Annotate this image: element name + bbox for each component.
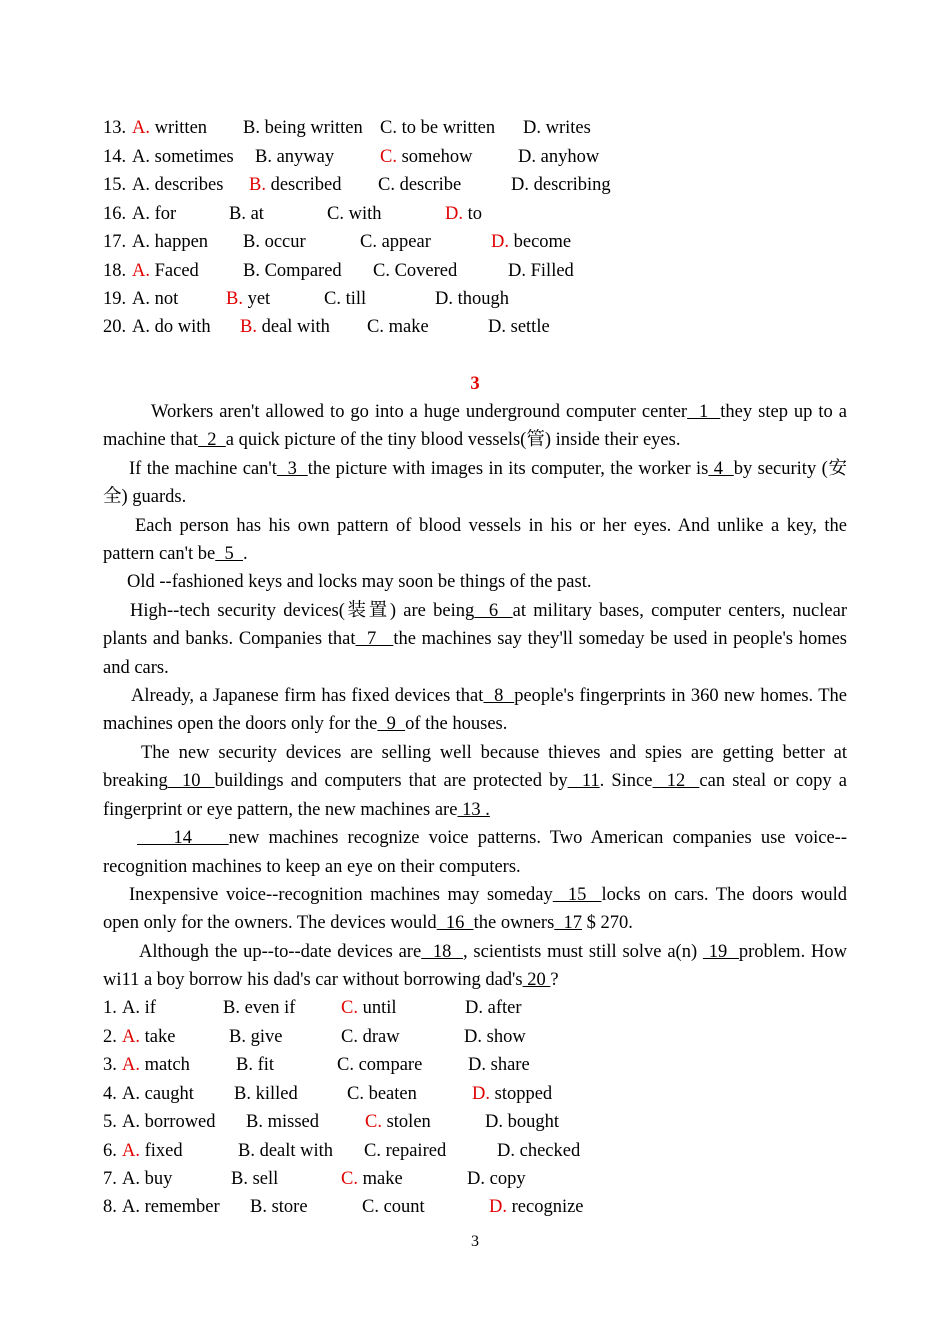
answer-option xyxy=(122,1023,175,1051)
option-letter: B. xyxy=(229,1027,246,1047)
option-text: take xyxy=(140,1027,176,1047)
option-text: to be written xyxy=(396,118,496,138)
option-letter: D. xyxy=(472,1084,490,1104)
passage-text: Although the up--to--date devices are xyxy=(139,941,422,962)
passage-paragraph-7 xyxy=(103,739,847,824)
answer-option xyxy=(468,1051,530,1079)
option-letter: D. xyxy=(489,1197,507,1217)
option-letter: D. xyxy=(497,1141,515,1161)
option-letter: C. xyxy=(367,317,384,337)
blank-2: 2 xyxy=(198,430,226,451)
answer-option xyxy=(243,114,363,142)
blank-15: 15 xyxy=(552,884,602,905)
option-letter: D. xyxy=(464,1027,482,1047)
blank-3: 3 xyxy=(276,458,308,479)
option-text: caught xyxy=(140,1084,194,1104)
option-letter: B. xyxy=(223,998,240,1018)
option-letter: B. xyxy=(240,317,257,337)
passage-text: . xyxy=(242,544,248,565)
option-letter: B. xyxy=(226,289,243,309)
answer-option xyxy=(132,114,207,142)
question-number: 14. xyxy=(103,147,127,167)
option-letter: D. xyxy=(491,232,509,252)
option-text: anyway xyxy=(271,147,335,167)
option-text: Faced xyxy=(150,261,199,281)
answer-option xyxy=(226,285,270,313)
answer-option xyxy=(122,1193,220,1221)
blank-12: 12 xyxy=(652,771,700,792)
blank-4: 4 xyxy=(708,458,734,479)
option-letter: C. xyxy=(373,261,390,281)
option-letter: A. xyxy=(132,147,150,167)
blank-10: 10 xyxy=(167,771,215,792)
blank-14: 14 xyxy=(137,828,229,849)
passage-text: Old --fashioned keys and locks may soon be things of the past. xyxy=(127,572,592,593)
option-letter: A. xyxy=(122,1141,140,1161)
passage-paragraph-5 xyxy=(103,597,847,682)
passage-paragraph-3 xyxy=(103,512,847,569)
option-text: not xyxy=(150,289,179,309)
answer-option xyxy=(337,1051,422,1079)
option-letter: C. xyxy=(378,175,395,195)
passage-text: people's fingerprints in 360 new homes. The machines open the doors only for the xyxy=(103,686,847,735)
answer-option xyxy=(341,1165,403,1193)
blank-13: 13 . xyxy=(457,799,490,820)
answer-option xyxy=(378,171,461,199)
answer-option xyxy=(234,1080,298,1108)
passage-text: at military bases, computer centers, nuclear plants and banks. Companies that xyxy=(103,600,847,650)
option-letter: D. xyxy=(468,1055,486,1075)
option-letter: D. xyxy=(508,261,526,281)
option-text: yet xyxy=(242,289,271,309)
option-letter: A. xyxy=(122,1084,140,1104)
option-text: match xyxy=(140,1055,190,1075)
passage-text: , scientists must still solve a(n) xyxy=(462,941,703,962)
option-text: beaten xyxy=(363,1084,417,1104)
option-text: sell xyxy=(247,1169,279,1189)
option-letter: D. xyxy=(518,147,536,167)
passage-text: a quick picture of the tiny blood vessels(管) inside their eyes. xyxy=(225,430,681,451)
answer-option xyxy=(132,200,176,228)
option-text: at xyxy=(245,204,264,224)
passage-paragraph-4 xyxy=(103,568,847,596)
passage-text: of the houses. xyxy=(405,714,508,735)
passage-paragraph-8 xyxy=(103,824,847,881)
answer-option xyxy=(250,1193,308,1221)
question-number: 17. xyxy=(103,232,127,252)
answer-option xyxy=(511,171,611,199)
section-title: 3 xyxy=(470,374,480,394)
option-letter: A. xyxy=(122,1027,140,1047)
option-text: happen xyxy=(150,232,209,252)
option-text: until xyxy=(357,998,397,1018)
option-text: being written xyxy=(259,118,363,138)
passage-text: can steal or copy a fingerprint or eye pattern, the new machines are xyxy=(103,771,848,820)
answer-option xyxy=(246,1108,319,1136)
option-text: borrowed xyxy=(140,1112,216,1132)
option-letter: B. xyxy=(243,118,260,138)
answer-option xyxy=(373,257,457,285)
option-text: dealt with xyxy=(254,1141,334,1161)
option-letter: A. xyxy=(122,1169,140,1189)
option-letter: C. xyxy=(327,204,344,224)
answer-option xyxy=(380,114,495,142)
answer-option xyxy=(255,143,334,171)
option-text: till xyxy=(340,289,367,309)
blank-6: 6 xyxy=(474,600,513,621)
option-letter: A. xyxy=(132,289,150,309)
passage-paragraph-1 xyxy=(103,398,847,455)
passage-text: the picture with images in its computer, the worker is xyxy=(307,458,709,479)
option-letter: C. xyxy=(341,998,358,1018)
answer-option xyxy=(223,994,295,1022)
option-letter: C. xyxy=(324,289,341,309)
option-letter: B. xyxy=(243,232,260,252)
option-text: for xyxy=(150,204,177,224)
option-text: somehow xyxy=(396,147,473,167)
passage-text: problem. How wi11 a boy borrow his dad's car without borrowing dad's xyxy=(103,941,847,991)
option-text: store xyxy=(266,1197,308,1217)
blank-20: 20 xyxy=(522,970,551,991)
option-text: buy xyxy=(140,1169,173,1189)
option-text: appear xyxy=(376,232,431,252)
option-letter: C. xyxy=(365,1112,382,1132)
blank-18: 18 xyxy=(421,941,463,962)
option-text: copy xyxy=(485,1169,526,1189)
question-number: 16. xyxy=(103,204,127,224)
question-number: 13. xyxy=(103,118,127,138)
answer-option xyxy=(362,1193,425,1221)
option-letter: C. xyxy=(347,1084,364,1104)
question-number: 15. xyxy=(103,175,127,195)
option-letter: C. xyxy=(364,1141,381,1161)
option-letter: C. xyxy=(380,147,397,167)
question-number: 20. xyxy=(103,317,127,337)
option-letter: D. xyxy=(467,1169,485,1189)
option-letter: C. xyxy=(341,1169,358,1189)
answer-option xyxy=(464,1023,526,1051)
question-number: 4. xyxy=(103,1084,117,1104)
option-letter: C. xyxy=(337,1055,354,1075)
option-text: fixed xyxy=(140,1141,183,1161)
option-text: if xyxy=(140,998,156,1018)
option-letter: A. xyxy=(132,118,150,138)
option-text: do with xyxy=(150,317,211,337)
option-letter: B. xyxy=(255,147,272,167)
answer-option xyxy=(472,1080,552,1108)
page-number: 3 xyxy=(471,1233,479,1250)
passage-text: the machines say they'll someday be used in people's homes and cars. xyxy=(103,629,848,678)
option-text: deal with xyxy=(256,317,330,337)
answer-option xyxy=(132,171,223,199)
option-text: describes xyxy=(150,175,224,195)
answer-option xyxy=(122,1080,194,1108)
passage-text: buildings and computers that are protected by xyxy=(214,771,568,792)
option-text: missed xyxy=(262,1112,319,1132)
blank-5: 5 xyxy=(215,544,243,565)
option-letter: A. xyxy=(132,317,150,337)
answer-option xyxy=(341,1023,400,1051)
option-letter: B. xyxy=(236,1055,253,1075)
passage-text: by security (安全) guards. xyxy=(103,458,847,508)
answer-option xyxy=(489,1193,584,1221)
answer-option xyxy=(435,285,509,313)
passage-paragraph-6 xyxy=(103,682,847,739)
answer-option xyxy=(508,257,574,285)
option-letter: C. xyxy=(380,118,397,138)
passage-paragraph-9 xyxy=(103,881,847,938)
option-text: written xyxy=(150,118,208,138)
passage-text: If the machine can't xyxy=(129,458,277,479)
option-text: sometimes xyxy=(150,147,234,167)
answer-option xyxy=(341,994,397,1022)
answer-option xyxy=(327,200,381,228)
option-letter: D. xyxy=(435,289,453,309)
option-letter: C. xyxy=(362,1197,379,1217)
option-text: compare xyxy=(353,1055,423,1075)
question-number: 18. xyxy=(103,261,127,281)
option-text: stopped xyxy=(490,1084,553,1104)
answer-option xyxy=(497,1137,580,1165)
option-letter: C. xyxy=(341,1027,358,1047)
blank-9: 9 xyxy=(377,714,406,735)
answer-option xyxy=(122,1165,172,1193)
passage-text: new machines recognize voice patterns. Two American companies use voice--recognition machines to keep an eye on their computers. xyxy=(103,828,848,877)
answer-option xyxy=(518,143,599,171)
answer-option xyxy=(243,257,342,285)
option-text: occur xyxy=(259,232,306,252)
answer-option xyxy=(367,313,429,341)
answer-option xyxy=(364,1137,446,1165)
blank-17: 17 xyxy=(554,913,583,934)
answer-option xyxy=(122,1051,190,1079)
option-letter: C. xyxy=(360,232,377,252)
option-text: draw xyxy=(357,1027,400,1047)
blank-8: 8 xyxy=(483,686,515,707)
option-text: after xyxy=(483,998,522,1018)
answer-option xyxy=(240,313,330,341)
option-letter: D. xyxy=(523,118,541,138)
question-number: 2. xyxy=(103,1027,117,1047)
option-letter: B. xyxy=(234,1084,251,1104)
passage-text: the owners xyxy=(473,913,555,934)
option-text: described xyxy=(265,175,342,195)
option-text: describing xyxy=(529,175,611,195)
answer-option xyxy=(122,994,156,1022)
question-number: 8. xyxy=(103,1197,117,1217)
passage-text: $ 270. xyxy=(582,913,633,934)
blank-16: 16 xyxy=(436,913,474,934)
option-letter: A. xyxy=(122,1055,140,1075)
option-letter: B. xyxy=(250,1197,267,1217)
option-text: share xyxy=(486,1055,530,1075)
question-number: 19. xyxy=(103,289,127,309)
answer-option xyxy=(132,285,178,313)
answer-option xyxy=(380,143,473,171)
answer-option xyxy=(445,200,482,228)
option-letter: B. xyxy=(238,1141,255,1161)
answer-option xyxy=(523,114,591,142)
blank-1: 1 xyxy=(687,402,721,422)
option-text: Compared xyxy=(259,261,342,281)
option-letter: D. xyxy=(465,998,483,1018)
option-letter: A. xyxy=(132,175,150,195)
option-text: make xyxy=(383,317,429,337)
option-text: Covered xyxy=(389,261,458,281)
option-letter: B. xyxy=(231,1169,248,1189)
option-text: become xyxy=(509,232,572,252)
passage-paragraph-10 xyxy=(103,938,847,995)
answer-option xyxy=(229,200,264,228)
answer-option xyxy=(467,1165,526,1193)
option-letter: D. xyxy=(488,317,506,337)
option-letter: B. xyxy=(246,1112,263,1132)
blank-19: 19 xyxy=(702,941,739,962)
answer-option xyxy=(365,1108,431,1136)
answer-option xyxy=(132,143,234,171)
option-letter: D. xyxy=(485,1112,503,1132)
answer-option xyxy=(243,228,306,256)
answer-option xyxy=(249,171,341,199)
option-text: make xyxy=(357,1169,403,1189)
answer-option xyxy=(229,1023,282,1051)
option-letter: D. xyxy=(445,204,463,224)
answer-option xyxy=(132,257,199,285)
option-text: count xyxy=(378,1197,425,1217)
passage-text: . Since xyxy=(599,771,653,792)
passage-text: Each person has his own pattern of blood vessels in his or her eyes. And unlike a key, the pattern can't be xyxy=(103,515,847,565)
option-text: killed xyxy=(250,1084,298,1104)
question-number: 6. xyxy=(103,1141,117,1161)
passage-text: Inexpensive voice--recognition machines may someday xyxy=(129,884,553,905)
option-letter: B. xyxy=(243,261,260,281)
question-number: 1. xyxy=(103,998,117,1018)
answer-option xyxy=(491,228,571,256)
option-text: repaired xyxy=(380,1141,447,1161)
answer-option xyxy=(122,1137,183,1165)
option-letter: A. xyxy=(122,1197,140,1217)
passage-text: locks on cars. The doors would open only for the owners. The devices would xyxy=(103,884,848,934)
option-letter: A. xyxy=(132,232,150,252)
passage-text: they step up to a machine that xyxy=(103,402,848,451)
option-text: give xyxy=(245,1027,283,1047)
answer-option xyxy=(238,1137,333,1165)
answer-option xyxy=(347,1080,417,1108)
option-letter: A. xyxy=(122,1112,140,1132)
question-number: 3. xyxy=(103,1055,117,1075)
passage-text: ? xyxy=(550,970,559,991)
passage-text: Workers aren't allowed to go into a huge underground computer center xyxy=(151,402,688,422)
answer-option xyxy=(485,1108,559,1136)
answer-option xyxy=(488,313,550,341)
cloze-passage xyxy=(103,398,847,995)
option-text: remember xyxy=(140,1197,220,1217)
option-letter: B. xyxy=(229,204,246,224)
question-number: 7. xyxy=(103,1169,117,1189)
option-text: Filled xyxy=(526,261,574,281)
blank-11: 11 xyxy=(567,771,600,792)
option-text: though xyxy=(453,289,510,309)
passage-text: Already, a Japanese firm has fixed devices that xyxy=(131,686,484,707)
option-letter: A. xyxy=(132,261,150,281)
option-text: even if xyxy=(239,998,296,1018)
option-text: bought xyxy=(503,1112,560,1132)
answer-option xyxy=(132,228,208,256)
option-text: fit xyxy=(252,1055,275,1075)
option-text: with xyxy=(343,204,382,224)
option-text: show xyxy=(482,1027,526,1047)
option-letter: B. xyxy=(249,175,266,195)
answer-option xyxy=(132,313,211,341)
passage-paragraph-2 xyxy=(103,455,847,512)
answer-option xyxy=(324,285,366,313)
option-text: writes xyxy=(541,118,591,138)
passage-text: High--tech security devices(装置) are being xyxy=(130,600,475,621)
answer-option xyxy=(360,228,431,256)
option-text: checked xyxy=(515,1141,581,1161)
option-text: stolen xyxy=(381,1112,431,1132)
option-text: recognize xyxy=(507,1197,584,1217)
answer-option xyxy=(465,994,522,1022)
question-number: 5. xyxy=(103,1112,117,1132)
option-text: settle xyxy=(506,317,550,337)
blank-7: 7 xyxy=(355,629,394,650)
option-letter: D. xyxy=(511,175,529,195)
option-text: to xyxy=(463,204,483,224)
option-text: describe xyxy=(394,175,462,195)
option-letter: A. xyxy=(122,998,140,1018)
passage-text: The new security devices are selling well because thieves and spies are getting better at breaking xyxy=(103,742,847,792)
answer-option xyxy=(236,1051,274,1079)
answer-option xyxy=(122,1108,216,1136)
answer-option xyxy=(231,1165,278,1193)
option-text: anyhow xyxy=(536,147,600,167)
option-letter: A. xyxy=(132,204,150,224)
